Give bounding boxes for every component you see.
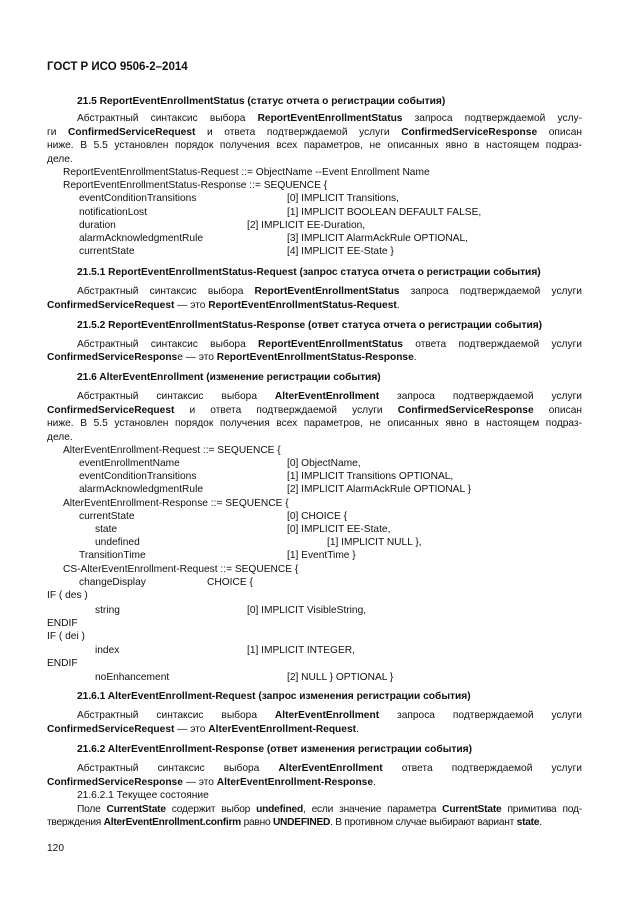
code-line: changeDisplay [79, 577, 146, 588]
code-line: IF ( dei ) [47, 631, 85, 642]
code-line: currentState [79, 511, 135, 522]
para-21-5-line1: Абстрактный синтаксис выбора ReportEventEnrollmentStatus запроса подтверждаемой услу- [77, 113, 583, 124]
code-line: alarmAcknowledgmentRule [79, 484, 204, 495]
para-21-5-line4: деле. [47, 154, 73, 165]
section-heading-21-6-1: 21.6.1 AlterEventEnrollment-Request (запрос изменения регистрации события) [77, 691, 471, 702]
code-line-type: CHOICE { [207, 577, 253, 588]
code-line: ReportEventEnrollmentStatus-Response ::= SEQUENCE { [63, 180, 328, 191]
code-line-type: [0] IMPLICIT Transitions, [287, 193, 399, 204]
code-line: TransitionTime [79, 550, 146, 561]
para-21-6-2-1-line2: тверждения AlterEventEnrollment.confirm равно UNDEFINED. В противном случае выбирают вариант state. [47, 817, 542, 828]
code-line: AlterEventEnrollment-Request ::= SEQUENCE { [63, 445, 281, 456]
code-line-type: [0] ObjectName, [287, 458, 361, 469]
para-21-6-1-line1: Абстрактный синтаксис выбора AlterEventEnrollment запроса подтверждаемой услуги [77, 710, 582, 721]
para-21-5-2-line1: Абстрактный синтаксис выбора ReportEventEnrollmentStatus ответа подтверждаемой услуги [77, 339, 582, 350]
para-21-6-1-line2: ConfirmedServiceRequest — это AlterEventEnrollment-Request. [47, 724, 359, 735]
code-line: alarmAcknowledgmentRule [79, 233, 204, 244]
para-21-5-1-line1: Абстрактный синтаксис выбора ReportEventEnrollmentStatus запроса подтверждаемой услуги [77, 286, 582, 297]
para-21-6-2-line2: ConfirmedServiceResponse — это AlterEventEnrollment-Response. [47, 777, 376, 788]
para-21-6-line3: ниже. В 5.5 установлен порядок получения всех параметров, не описанных явно в настоящем подраз- [47, 418, 582, 429]
para-21-5-1-line2: ConfirmedServiceRequest — это ReportEventEnrollmentStatus-Request. [47, 300, 400, 311]
para-21-6-2-1-line1: Поле CurrentState содержит выбор undefined, если значение параметра CurrentState примитива под- [77, 804, 582, 815]
code-line: notificationLost [79, 207, 147, 218]
code-line: ENDIF [47, 618, 78, 629]
para-21-5-line2: ги ConfirmedServiceRequest и ответа подтверждаемой услуги ConfirmedServiceResponse описан [47, 127, 582, 138]
para-21-5-2-line2: ConfirmedServiceResponse — это ReportEventEnrollmentStatus-Response. [47, 352, 417, 363]
code-line: IF ( des ) [47, 590, 88, 601]
subsection-21-6-2-1: 21.6.2.1 Текущее состояние [77, 790, 209, 801]
code-line: AlterEventEnrollment-Response ::= SEQUENCE { [63, 498, 289, 509]
code-line-type: [1] IMPLICIT NULL }, [327, 537, 422, 548]
code-line-type: [1] IMPLICIT Transitions OPTIONAL, [287, 471, 454, 482]
code-line: undefined [95, 537, 140, 548]
para-21-6-line2: ConfirmedServiceRequest и ответа подтверждаемой услуги ConfirmedServiceResponse описан [47, 405, 582, 416]
code-line: eventConditionTransitions [79, 193, 197, 204]
section-heading-21-5-1: 21.5.1 ReportEventEnrollmentStatus-Request (запрос статуса отчета о регистрации события) [77, 267, 541, 278]
code-line-type: [2] NULL } OPTIONAL } [287, 672, 394, 683]
section-heading-21-5-2: 21.5.2 ReportEventEnrollmentStatus-Response (ответ статуса отчета о регистрации события) [77, 320, 543, 331]
code-line-type: [0] IMPLICIT VisibleString, [247, 605, 367, 616]
code-line-type: [2] IMPLICIT EE-Duration, [247, 220, 366, 231]
section-heading-21-5: 21.5 ReportEventEnrollmentStatus (статус отчета о регистрации события) [77, 96, 446, 107]
section-heading-21-6: 21.6 AlterEventEnrollment (изменение регистрации события) [77, 372, 381, 383]
code-line-type: [1] IMPLICIT BOOLEAN DEFAULT FALSE, [287, 207, 482, 218]
code-line-type: [3] IMPLICIT AlarmAckRule OPTIONAL, [287, 233, 468, 244]
code-line: duration [79, 220, 116, 231]
code-line: currentState [79, 246, 135, 257]
document-header: ГОСТ Р ИСО 9506-2–2014 [47, 61, 188, 73]
code-line: eventEnrollmentName [79, 458, 180, 469]
code-line: string [95, 605, 120, 616]
code-line-type: [4] IMPLICIT EE-State } [287, 246, 394, 257]
code-line-type: [0] IMPLICIT EE-State, [287, 524, 391, 535]
code-line-type: [2] IMPLICIT AlarmAckRule OPTIONAL } [287, 484, 471, 495]
code-line: index [95, 645, 120, 656]
code-line-type: [0] CHOICE { [287, 511, 348, 522]
section-heading-21-6-2: 21.6.2 AlterEventEnrollment-Response (ответ изменения регистрации события) [77, 744, 472, 755]
page-number: 120 [47, 843, 64, 854]
para-21-5-line3: ниже. В 5.5 установлен порядок получения всех параметров, не описанных явно в настоящем подраз- [47, 140, 582, 151]
code-line: eventConditionTransitions [79, 471, 197, 482]
code-line: ReportEventEnrollmentStatus-Request ::= ObjectName --Event Enrollment Name [63, 167, 430, 178]
code-line: ENDIF [47, 658, 78, 669]
para-21-6-line4: деле. [47, 432, 73, 443]
code-line: state [95, 524, 118, 535]
para-21-6-line1: Абстрактный синтаксис выбора AlterEventEnrollment запроса подтверждаемой услуги [77, 391, 582, 402]
code-line: noEnhancement [95, 672, 170, 683]
code-line-type: [1] IMPLICIT INTEGER, [247, 645, 355, 656]
code-line-type: [1] EventTime } [287, 550, 356, 561]
para-21-6-2-line1: Абстрактный синтаксис выбора AlterEventEnrollment ответа подтверждаемой услуги [77, 763, 582, 774]
code-line: CS-AlterEventEnrollment-Request ::= SEQUENCE { [63, 564, 299, 575]
